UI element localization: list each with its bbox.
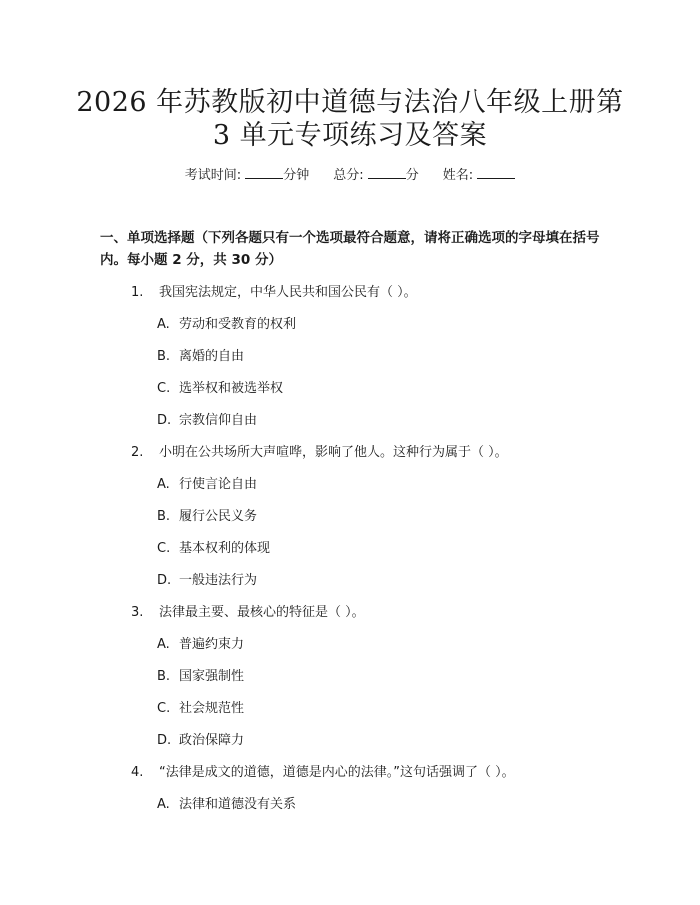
- question-text: 法律最主要、最核心的特征是（ ）。: [159, 605, 365, 620]
- option-letter: C.: [157, 541, 171, 556]
- option-text: 行使言论自由: [179, 477, 258, 492]
- option-1a: [157, 315, 296, 335]
- time-field: [185, 168, 310, 183]
- option-3b: [157, 667, 244, 687]
- option-letter: B.: [157, 669, 171, 684]
- document-title-line-1: 2026 年苏教版初中道德与法治八年级上册第: [76, 87, 624, 118]
- time-label: 考试时间:: [184, 168, 242, 183]
- option-3c: [157, 699, 244, 719]
- option-letter: A.: [157, 477, 170, 492]
- score-field: [333, 168, 419, 183]
- document-title-line-2: 3 单元专项练习及答案: [212, 120, 488, 151]
- option-text: 普遍约束力: [179, 637, 245, 652]
- option-3a: [157, 635, 244, 655]
- score-label: 总分:: [333, 168, 364, 183]
- option-letter: A.: [157, 637, 170, 652]
- option-1d: [157, 411, 257, 431]
- question-number: 4.: [131, 765, 144, 780]
- option-text: 一般违法行为: [179, 573, 258, 588]
- option-letter: C.: [157, 381, 171, 396]
- option-2a: [157, 475, 257, 495]
- option-text: 宗教信仰自由: [179, 413, 258, 428]
- question-2: [131, 443, 508, 463]
- question-number: 1.: [131, 285, 144, 300]
- option-letter: B.: [157, 509, 171, 524]
- option-letter: D.: [157, 733, 172, 748]
- option-2d: [157, 571, 257, 591]
- option-text: 法律和道德没有关系: [179, 797, 297, 812]
- option-4a: [157, 795, 296, 815]
- option-letter: C.: [157, 701, 171, 716]
- option-1c: [157, 379, 283, 399]
- option-2b: [157, 507, 257, 527]
- exam-meta-row: [0, 165, 700, 186]
- option-text: 劳动和受教育的权利: [179, 317, 297, 332]
- question-text: 我国宪法规定，中华人民共和国公民有（ ）。: [159, 285, 417, 300]
- option-2c: [157, 539, 270, 559]
- section-heading: 一、单项选择题（下列各题只有一个选项最符合题意，请将正确选项的字母填在括号内。每小题 2 分，共 30 分）: [100, 230, 600, 268]
- question-1: [131, 283, 417, 303]
- option-letter: D.: [157, 413, 172, 428]
- option-letter: B.: [157, 349, 171, 364]
- score-unit: 分: [405, 168, 419, 183]
- option-letter: A.: [157, 317, 170, 332]
- option-text: 国家强制性: [179, 669, 245, 684]
- option-text: 履行公民义务: [179, 509, 258, 524]
- option-text: 社会规范性: [179, 701, 245, 716]
- option-text: 政治保障力: [179, 733, 245, 748]
- question-text: “法律是成文的道德，道德是内心的法律。”这句话强调了（ ）。: [159, 765, 515, 780]
- time-unit: 分钟: [283, 168, 310, 183]
- score-blank: [368, 165, 406, 179]
- option-letter: A.: [157, 797, 170, 812]
- name-blank: [477, 165, 515, 179]
- time-blank: [245, 165, 283, 179]
- question-number: 2.: [131, 445, 144, 460]
- question-3: [131, 603, 365, 623]
- option-text: 基本权利的体现: [179, 541, 271, 556]
- question-number: 3.: [131, 605, 144, 620]
- name-label: 姓名:: [442, 168, 474, 183]
- option-3d: [157, 731, 244, 751]
- question-text: 小明在公共场所大声喧哗，影响了他人。这种行为属于（ ）。: [159, 445, 508, 460]
- option-text: 离婚的自由: [179, 349, 245, 364]
- question-4: [131, 763, 515, 783]
- option-1b: [157, 347, 244, 367]
- option-letter: D.: [157, 573, 172, 588]
- name-field: [443, 168, 516, 183]
- option-text: 选举权和被选举权: [179, 381, 284, 396]
